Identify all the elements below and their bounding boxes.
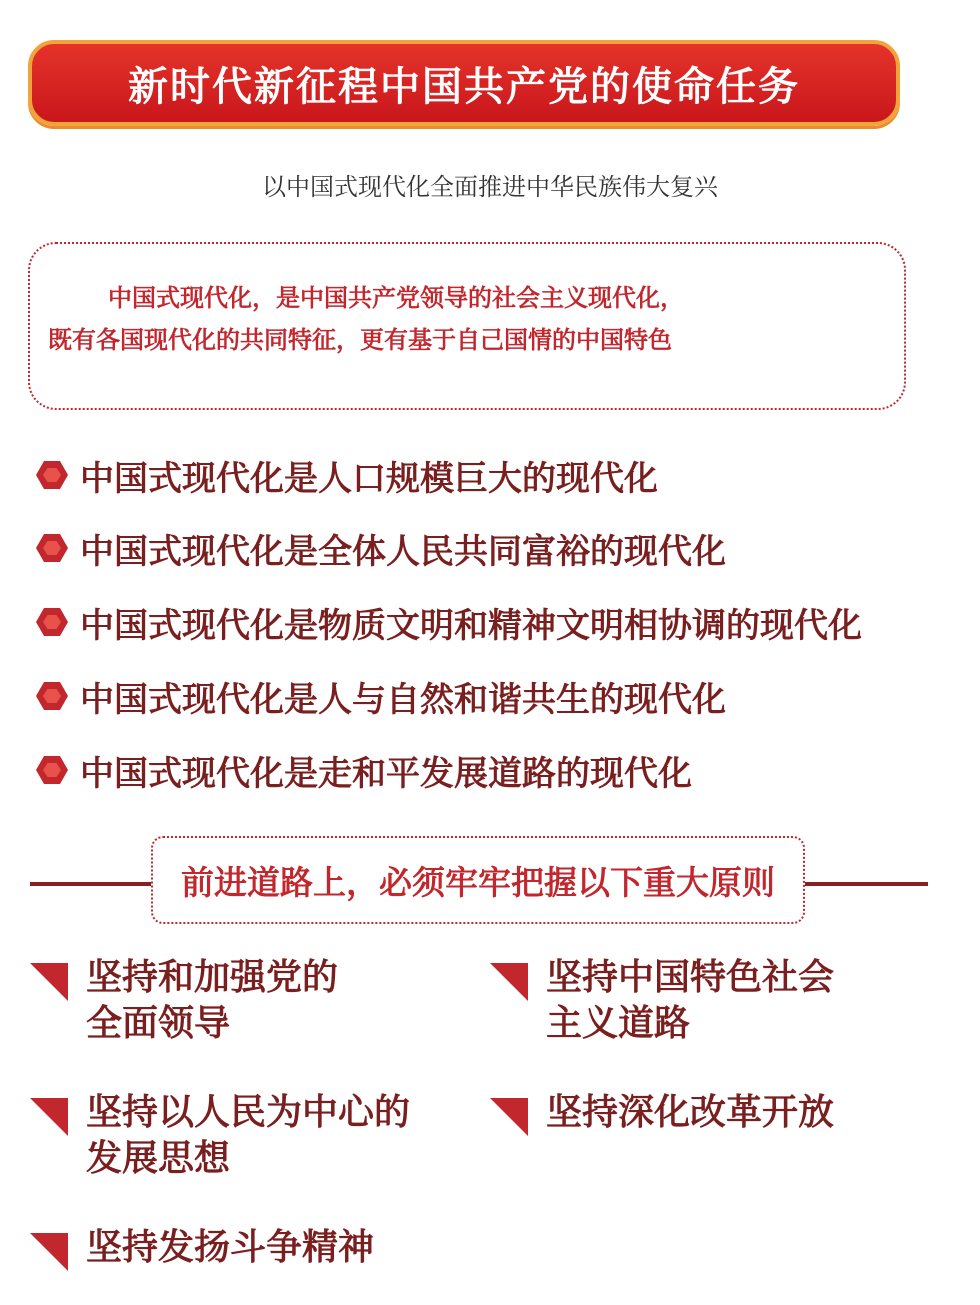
principle-line-2: 主义道路 bbox=[546, 1003, 691, 1044]
title-banner bbox=[28, 40, 900, 126]
feature-item bbox=[36, 450, 936, 500]
triangle-bullet-icon bbox=[30, 963, 68, 1001]
principle-item bbox=[490, 955, 834, 1047]
principle-line-2: 发展思想 bbox=[86, 1138, 231, 1179]
principle-item bbox=[490, 1090, 834, 1136]
triangle-bullet-icon bbox=[30, 1233, 68, 1271]
hexagon-bullet-icon bbox=[36, 756, 68, 784]
definition-line-2: 既有各国现代化的共同特征，更有基于自己国情的中国特色 bbox=[48, 326, 672, 354]
principle-line-1: 坚持深化改革开放 bbox=[546, 1092, 835, 1133]
divider-right bbox=[800, 882, 928, 886]
principle-line-1: 坚持和加强党的 bbox=[86, 957, 339, 998]
triangle-bullet-icon bbox=[30, 1098, 68, 1136]
triangle-bullet-icon bbox=[490, 1098, 528, 1136]
feature-text: 中国式现代化是人与自然和谐共生的现代化 bbox=[80, 679, 726, 720]
principle-item bbox=[30, 1090, 410, 1182]
hexagon-bullet-icon bbox=[36, 461, 68, 489]
principle-text bbox=[86, 1225, 374, 1271]
principle-text bbox=[86, 955, 338, 1047]
principle-item bbox=[30, 1225, 374, 1271]
hexagon-bullet-icon bbox=[36, 682, 68, 710]
hexagon-bullet-icon bbox=[36, 608, 68, 636]
feature-item bbox=[36, 671, 936, 721]
subtitle: 以中国式现代化全面推进中华民族伟大复兴 bbox=[262, 173, 718, 201]
definition-line-1: 中国式现代化，是中国共产党领导的社会主义现代化， bbox=[108, 284, 684, 312]
feature-text: 中国式现代化是物质文明和精神文明相协调的现代化 bbox=[80, 605, 862, 646]
principles-header-text: 前进道路上，必须牢牢把握以下重大原则 bbox=[181, 862, 775, 902]
divider-left bbox=[30, 882, 155, 886]
page-title: 新时代新征程中国共产党的使命任务 bbox=[128, 63, 800, 110]
feature-item bbox=[36, 523, 936, 573]
principle-item bbox=[30, 955, 338, 1047]
principle-line-2: 全面领导 bbox=[86, 1003, 231, 1044]
principles-header bbox=[151, 836, 805, 924]
principle-text bbox=[546, 955, 834, 1047]
principle-line-1: 坚持发扬斗争精神 bbox=[86, 1227, 375, 1268]
triangle-bullet-icon bbox=[490, 963, 528, 1001]
feature-text: 中国式现代化是全体人民共同富裕的现代化 bbox=[80, 531, 726, 572]
feature-text: 中国式现代化是走和平发展道路的现代化 bbox=[80, 753, 692, 794]
principle-line-1: 坚持中国特色社会 bbox=[546, 957, 835, 998]
hexagon-bullet-icon bbox=[36, 534, 68, 562]
feature-item bbox=[36, 745, 936, 795]
principle-text bbox=[86, 1090, 410, 1182]
principle-line-1: 坚持以人民为中心的 bbox=[86, 1092, 411, 1133]
feature-text: 中国式现代化是人口规模巨大的现代化 bbox=[80, 458, 658, 499]
feature-item bbox=[36, 597, 936, 647]
principle-text bbox=[546, 1090, 834, 1136]
